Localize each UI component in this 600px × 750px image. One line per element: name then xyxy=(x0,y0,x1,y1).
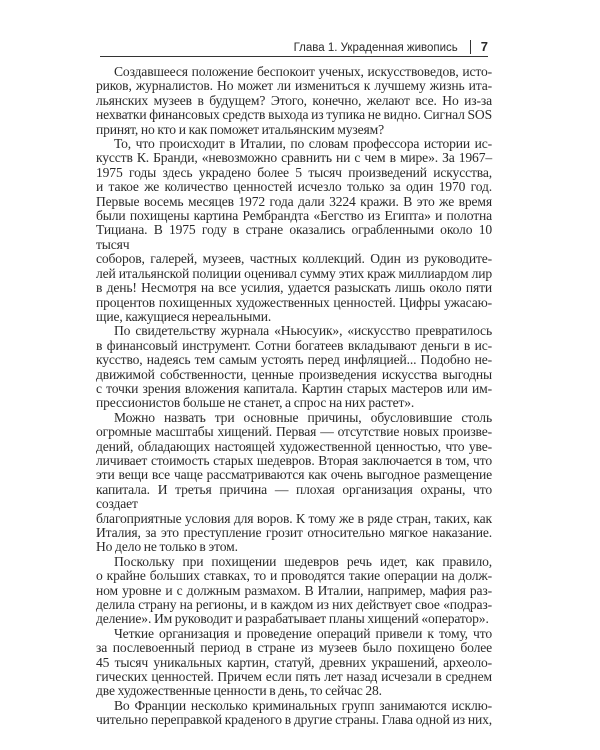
text-line: за послевоенный период в стране из музеев было похищено более xyxy=(96,640,492,656)
text-line: о крайне больших ставках, то и проводятся такие операции на долж- xyxy=(96,568,492,584)
text-line: чительно переправкой краденого в другие страны. Глава одной из них, xyxy=(96,712,492,728)
text-line: Тициана. В 1975 году в стране оказались ограбленными около 10 тысяч xyxy=(96,222,492,252)
chapter-title: Глава 1. Украденная живопись xyxy=(293,42,458,54)
text-line: риков, журналистов. Но может ли измениться к лучшему жизнь ита- xyxy=(96,78,492,94)
page-number: 7 xyxy=(480,39,488,54)
text-line: движимой собственности, ценные произведения искусства выгодны xyxy=(96,366,492,382)
text-line: прессионистов больше не станет, а спрос на них растет». xyxy=(96,395,415,411)
text-line: благоприятные условия для воров. К тому же в ряде стран, таких, как xyxy=(96,510,492,526)
text-line: кусств К. Бранди, «невозможно сравнить ни с чем в мире». За 1967– xyxy=(96,150,492,166)
text-line: щие, кажущиеся нереальными. xyxy=(96,308,272,324)
text-line: и такое же количество ценностей исчезло только за один 1970 год. xyxy=(96,179,492,195)
text-line: То, что происходит в Италии, по словам профессора истории ис- xyxy=(114,136,492,152)
text-line: процентов похищенных художественных ценностей. Цифры ужасаю- xyxy=(96,294,492,310)
text-line: делила страну на регионы, и в каждом из них действует свое «подраз- xyxy=(96,597,492,613)
paragraph xyxy=(96,411,492,555)
text-line: Поскольку при похищении шедевров речь идет, как правило, xyxy=(114,553,492,569)
text-line: льянских музеев в будущем? Этого, конечно, желают все. Но из-за xyxy=(96,92,492,108)
text-line: 1975 годы здесь украдено более 5 тысяч произведений искусства, xyxy=(96,164,492,180)
text-line: с точки зрения вложения капитала. Картин старых мастеров или им- xyxy=(96,380,492,396)
text-line: Первые восемь месяцев 1972 года дали 3224 кражи. В это же время xyxy=(96,193,492,209)
text-line: личивает стоимость старых шедевров. Вторая заключается в том, что xyxy=(96,452,492,468)
text-line: Во Франции несколько криминальных групп занимаются исклю- xyxy=(114,697,492,713)
text-line: ном уровне и с должным размахом. В Италии, например, мафия раз- xyxy=(96,582,492,598)
page-body xyxy=(96,65,492,728)
text-line: лей итальянской полиции оценивал сумму этих краж миллиардом лир xyxy=(96,265,492,281)
paragraph xyxy=(96,65,492,137)
text-line: гических ценностей. Причем если пять лет назад исчезали в среднем xyxy=(96,669,492,685)
text-line: в день! Несмотря на все усилия, удается разыскать лишь около пяти xyxy=(96,280,492,296)
paragraph xyxy=(96,555,492,627)
text-line: кусство, надеясь тем самым устоять перед инфляцией... Подобно не- xyxy=(96,352,492,368)
text-line: соборов, галерей, музеев, частных коллекций. Один из руководите- xyxy=(96,251,492,267)
text-line: были похищены картина Рембрандта «Бегство из Египта» и полотна xyxy=(96,208,492,224)
paragraph xyxy=(96,627,492,699)
text-line: две художественные ценности в день, то сейчас 28. xyxy=(96,683,382,699)
text-line: нехватки финансовых средств выхода из тупика не видно. Сигнал SOS xyxy=(96,107,492,123)
text-line: деление». Им руководит и разрабатывает планы хищений «оператор». xyxy=(96,611,489,627)
text-line: Четкие организация и проведение операций привели к тому, что xyxy=(114,625,492,641)
text-line: Можно назвать три основные причины, обусловившие столь xyxy=(114,409,492,425)
running-header xyxy=(100,36,488,57)
paragraph xyxy=(96,699,492,728)
text-line: Создавшееся положение беспокоит ученых, искусствоведов, исто- xyxy=(114,64,492,79)
text-line: дений, обладающих настоящей художественной ценностью, что уве- xyxy=(96,438,492,454)
text-line: эти вещи все чаще рассматриваются как очень выгодное размещение xyxy=(96,467,492,483)
text-line: Италия, за это преступление грозит относительно мягкое наказание. xyxy=(96,525,492,540)
text-line: капитала. И третья причина — плохая организация охраны, что создает xyxy=(96,481,492,512)
text-line: принят, но кто и как поможет итальянским музеям? xyxy=(96,121,384,137)
text-line: огромные масштабы хищений. Первая — отсутствие новых произве- xyxy=(96,424,492,440)
header-separator xyxy=(470,40,471,54)
text-line: 45 тысяч уникальных картин, статуй, древних украшений, археоло- xyxy=(96,654,492,670)
text-line: По свидетельству журнала «Ньюсуик», «искусство превратилось xyxy=(114,323,492,339)
text-line: в финансовый инструмент. Сотни богатеев вкладывают деньги в ис- xyxy=(96,337,492,353)
paragraph xyxy=(96,324,492,410)
paragraph xyxy=(96,137,492,324)
text-line: Но дело не только в этом. xyxy=(96,539,238,555)
